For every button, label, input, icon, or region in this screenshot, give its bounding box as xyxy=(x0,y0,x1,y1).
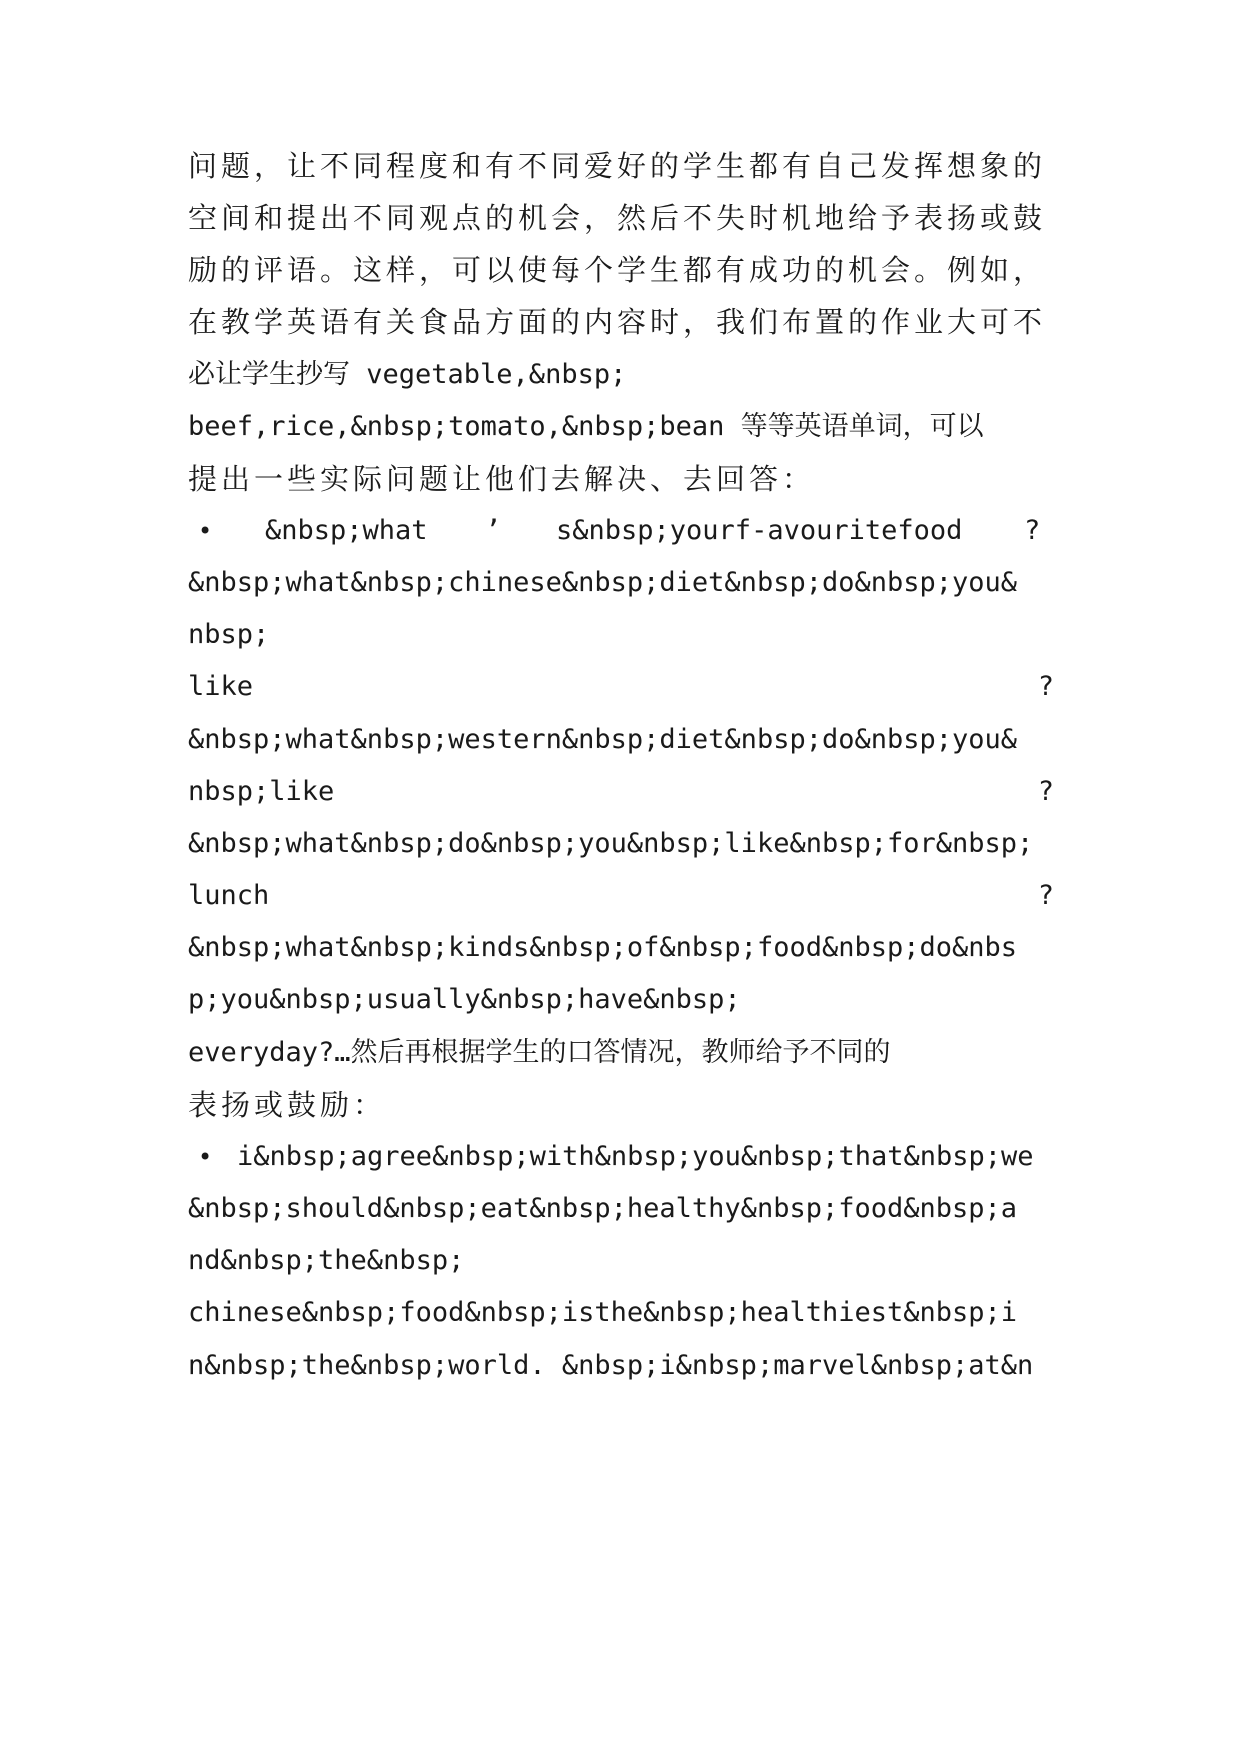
follow-up-line-2: 表扬或鼓励： xyxy=(188,1088,387,1122)
question-4-mark: ? xyxy=(1037,880,1054,911)
question-2-line-2: nbsp; xyxy=(188,619,270,650)
question-2-line-3 xyxy=(188,667,1054,707)
question-2-word: like xyxy=(188,671,254,702)
question-3-mark: ? xyxy=(1037,776,1054,807)
question-2-mark: ? xyxy=(1037,671,1054,702)
question-5-line-1: &nbsp;what&nbsp;kinds&nbsp;of&nbsp;food&nbsp;do&nbs xyxy=(188,932,1018,963)
paragraph-line-2: 空间和提出不同观点的机会，然后不失时机地给予表扬或鼓 xyxy=(188,201,1047,235)
praise-line-5: n&nbsp;the&nbsp;world. &nbsp;i&nbsp;marvel&nbsp;at&n xyxy=(188,1350,1034,1381)
question-1-apostrophe: ’ xyxy=(485,515,502,546)
bullet-icon: • xyxy=(198,517,213,545)
paragraph-line-3: 励的评语。这样，可以使每个学生都有成功的机会。例如， xyxy=(188,253,1047,287)
praise-line-1: i&nbsp;agree&nbsp;with&nbsp;you&nbsp;that&nbsp;we xyxy=(237,1141,1034,1172)
paragraph-line-5: 必让学生抄写 vegetable,&nbsp; xyxy=(188,359,627,390)
follow-up-line-1: everyday?…然后再根据学生的口答情况，教师给予不同的 xyxy=(188,1037,891,1068)
question-3-word: nbsp;like xyxy=(188,776,335,807)
paragraph-line-4: 在教学英语有关食品方面的内容时，我们布置的作业大可不 xyxy=(188,305,1047,339)
question-3-line-1: &nbsp;what&nbsp;western&nbsp;diet&nbsp;do&nbsp;you& xyxy=(188,724,1018,755)
praise-line-3: nd&nbsp;the&nbsp; xyxy=(188,1245,465,1276)
praise-line-4: chinese&nbsp;food&nbsp;isthe&nbsp;healthiest&nbsp;i xyxy=(188,1297,1018,1328)
paragraph-line-7: 提出一些实际问题让他们去解决、去回答： xyxy=(188,462,816,496)
question-4-line-1: &nbsp;what&nbsp;do&nbsp;you&nbsp;like&nbsp;for&nbsp; xyxy=(188,828,1034,859)
question-3-line-2 xyxy=(188,772,1054,812)
question-2-line-1: &nbsp;what&nbsp;chinese&nbsp;diet&nbsp;do&nbsp;you& xyxy=(188,567,1018,598)
question-1-mark: ? xyxy=(1024,515,1041,546)
praise-line-2: &nbsp;should&nbsp;eat&nbsp;healthy&nbsp;food&nbsp;a xyxy=(188,1193,1018,1224)
bullet-icon-2: • xyxy=(198,1143,213,1171)
question-1-part-a: &nbsp;what xyxy=(265,515,428,546)
question-4-word: lunch xyxy=(188,880,270,911)
paragraph-line-1: 问题，让不同程度和有不同爱好的学生都有自己发挥想象的 xyxy=(188,149,1047,183)
question-4-line-2 xyxy=(188,876,1054,916)
paragraph-line-6: beef,rice,&nbsp;tomato,&nbsp;bean 等等英语单词，可以 xyxy=(188,411,984,442)
question-5-line-2: p;you&nbsp;usually&nbsp;have&nbsp; xyxy=(188,984,741,1015)
question-1-part-c: s&nbsp;yourf-avouritefood xyxy=(556,515,963,546)
